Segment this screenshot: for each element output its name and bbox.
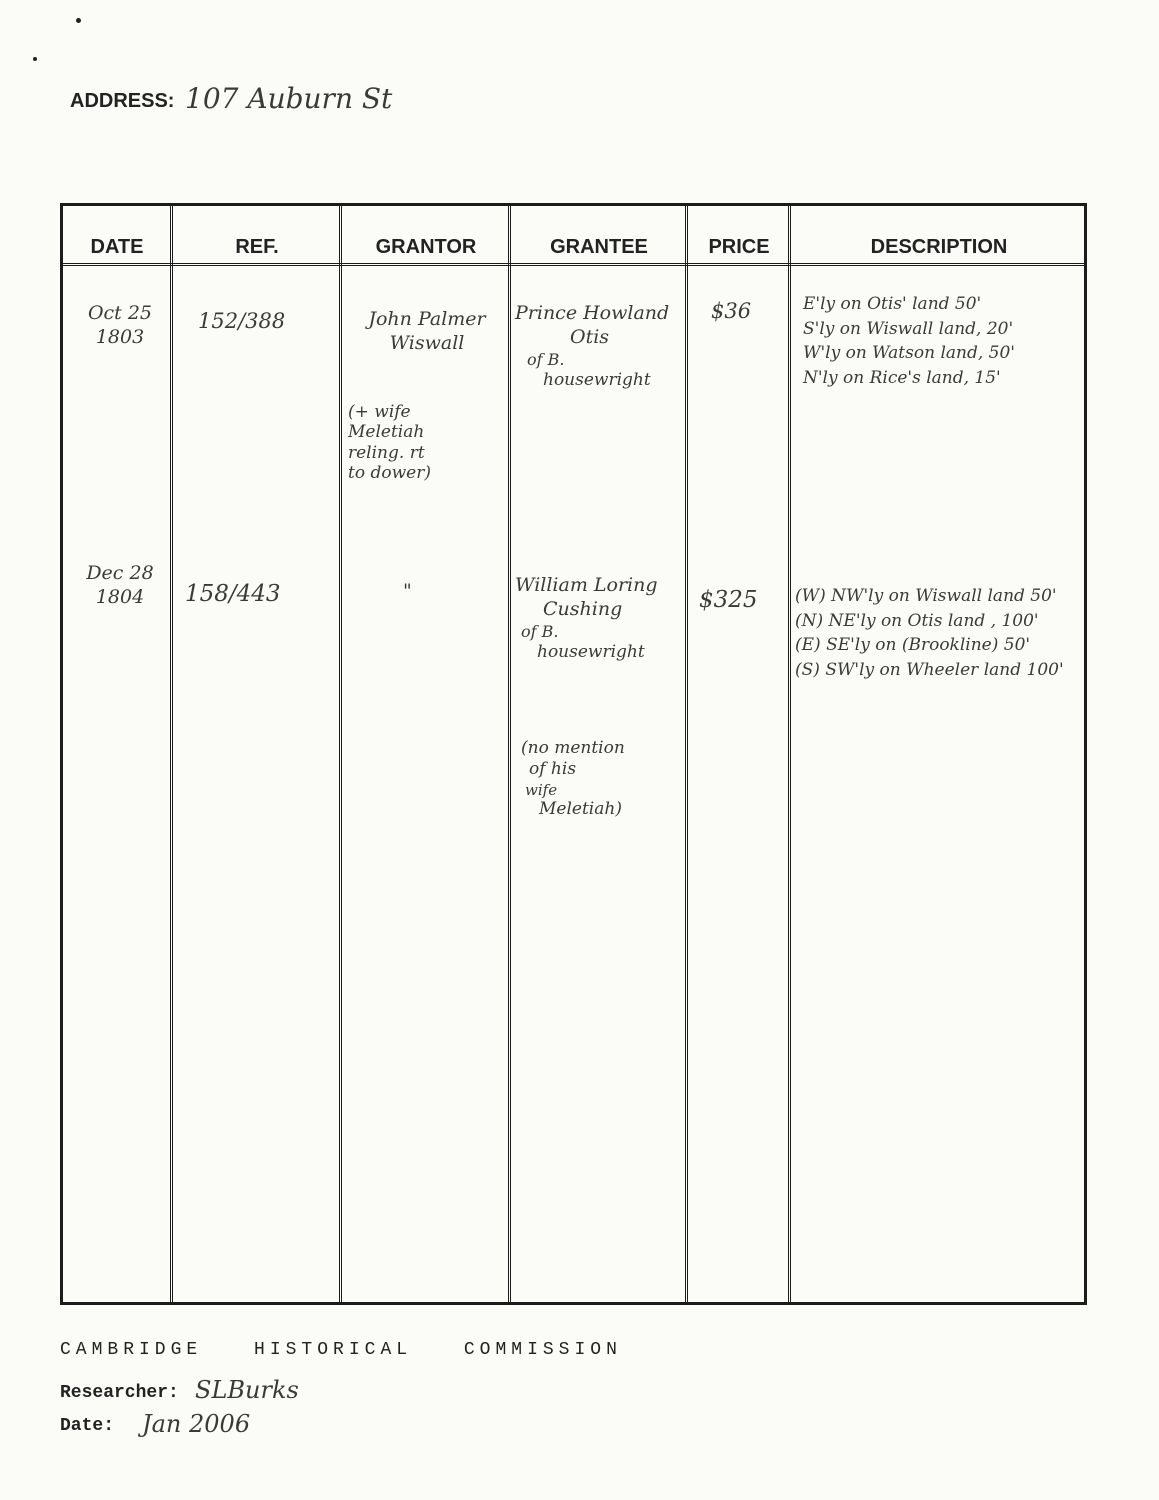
- row-grantee: William Loring Cushing of B. housewright: [515, 574, 658, 662]
- address-row: [70, 82, 670, 122]
- researcher-signature: SLBurks: [195, 1376, 299, 1404]
- column-divider: [339, 206, 342, 1302]
- speck-mark: [33, 57, 37, 61]
- header-date: DATE: [90, 236, 144, 258]
- row-description: E'ly on Otis' land 50' S'ly on Wiswall land, 20' W'ly on Watson land, 50' N'ly on Rice's land, 15': [803, 294, 1015, 388]
- date-label: Date:: [60, 1416, 115, 1436]
- column-divider: [508, 206, 511, 1302]
- row-grantor-note: (+ wife Meletiah reling. rt to dower): [348, 402, 431, 484]
- row-description: (W) NW'ly on Wiswall land 50' (N) NE'ly on Otis land , 100' (E) SE'ly on (Brookline) 50' (S) SW'ly on Wheeler land 100': [795, 586, 1064, 680]
- column-divider: [170, 206, 173, 1302]
- row-ref: 158/443: [185, 581, 281, 607]
- deed-ledger-table: [60, 203, 1087, 1305]
- header-ref: REF.: [235, 236, 279, 258]
- row-grantee-note: (no mention of his wife Meletiah): [521, 738, 625, 820]
- row-grantor: John Palmer Wiswall: [368, 308, 486, 354]
- speck-mark: [76, 18, 81, 23]
- organization-name: CAMBRIDGE HISTORICAL COMMISSION: [60, 1340, 622, 1360]
- researcher-label: Researcher:: [60, 1383, 179, 1403]
- header-divider: [63, 263, 1084, 266]
- header-price: PRICE: [708, 236, 770, 258]
- row-grantor: ": [403, 580, 412, 602]
- date-value: Jan 2006: [142, 1410, 251, 1438]
- header-grantee: GRANTEE: [550, 236, 648, 258]
- column-divider: [788, 206, 791, 1302]
- row-date: Oct 25 1803: [87, 302, 153, 348]
- address-value: 107 Auburn St: [185, 82, 393, 115]
- column-divider: [685, 206, 688, 1302]
- row-date: Dec 28 1804: [86, 562, 154, 608]
- header-description: DESCRIPTION: [870, 236, 1008, 258]
- address-label: ADDRESS:: [70, 90, 175, 112]
- row-price: $36: [711, 299, 752, 323]
- row-grantee: Prince Howland Otis of B. housewright: [515, 302, 670, 390]
- row-price: $325: [699, 587, 758, 613]
- row-ref: 152/388: [198, 309, 286, 333]
- header-grantor: GRANTOR: [375, 236, 477, 258]
